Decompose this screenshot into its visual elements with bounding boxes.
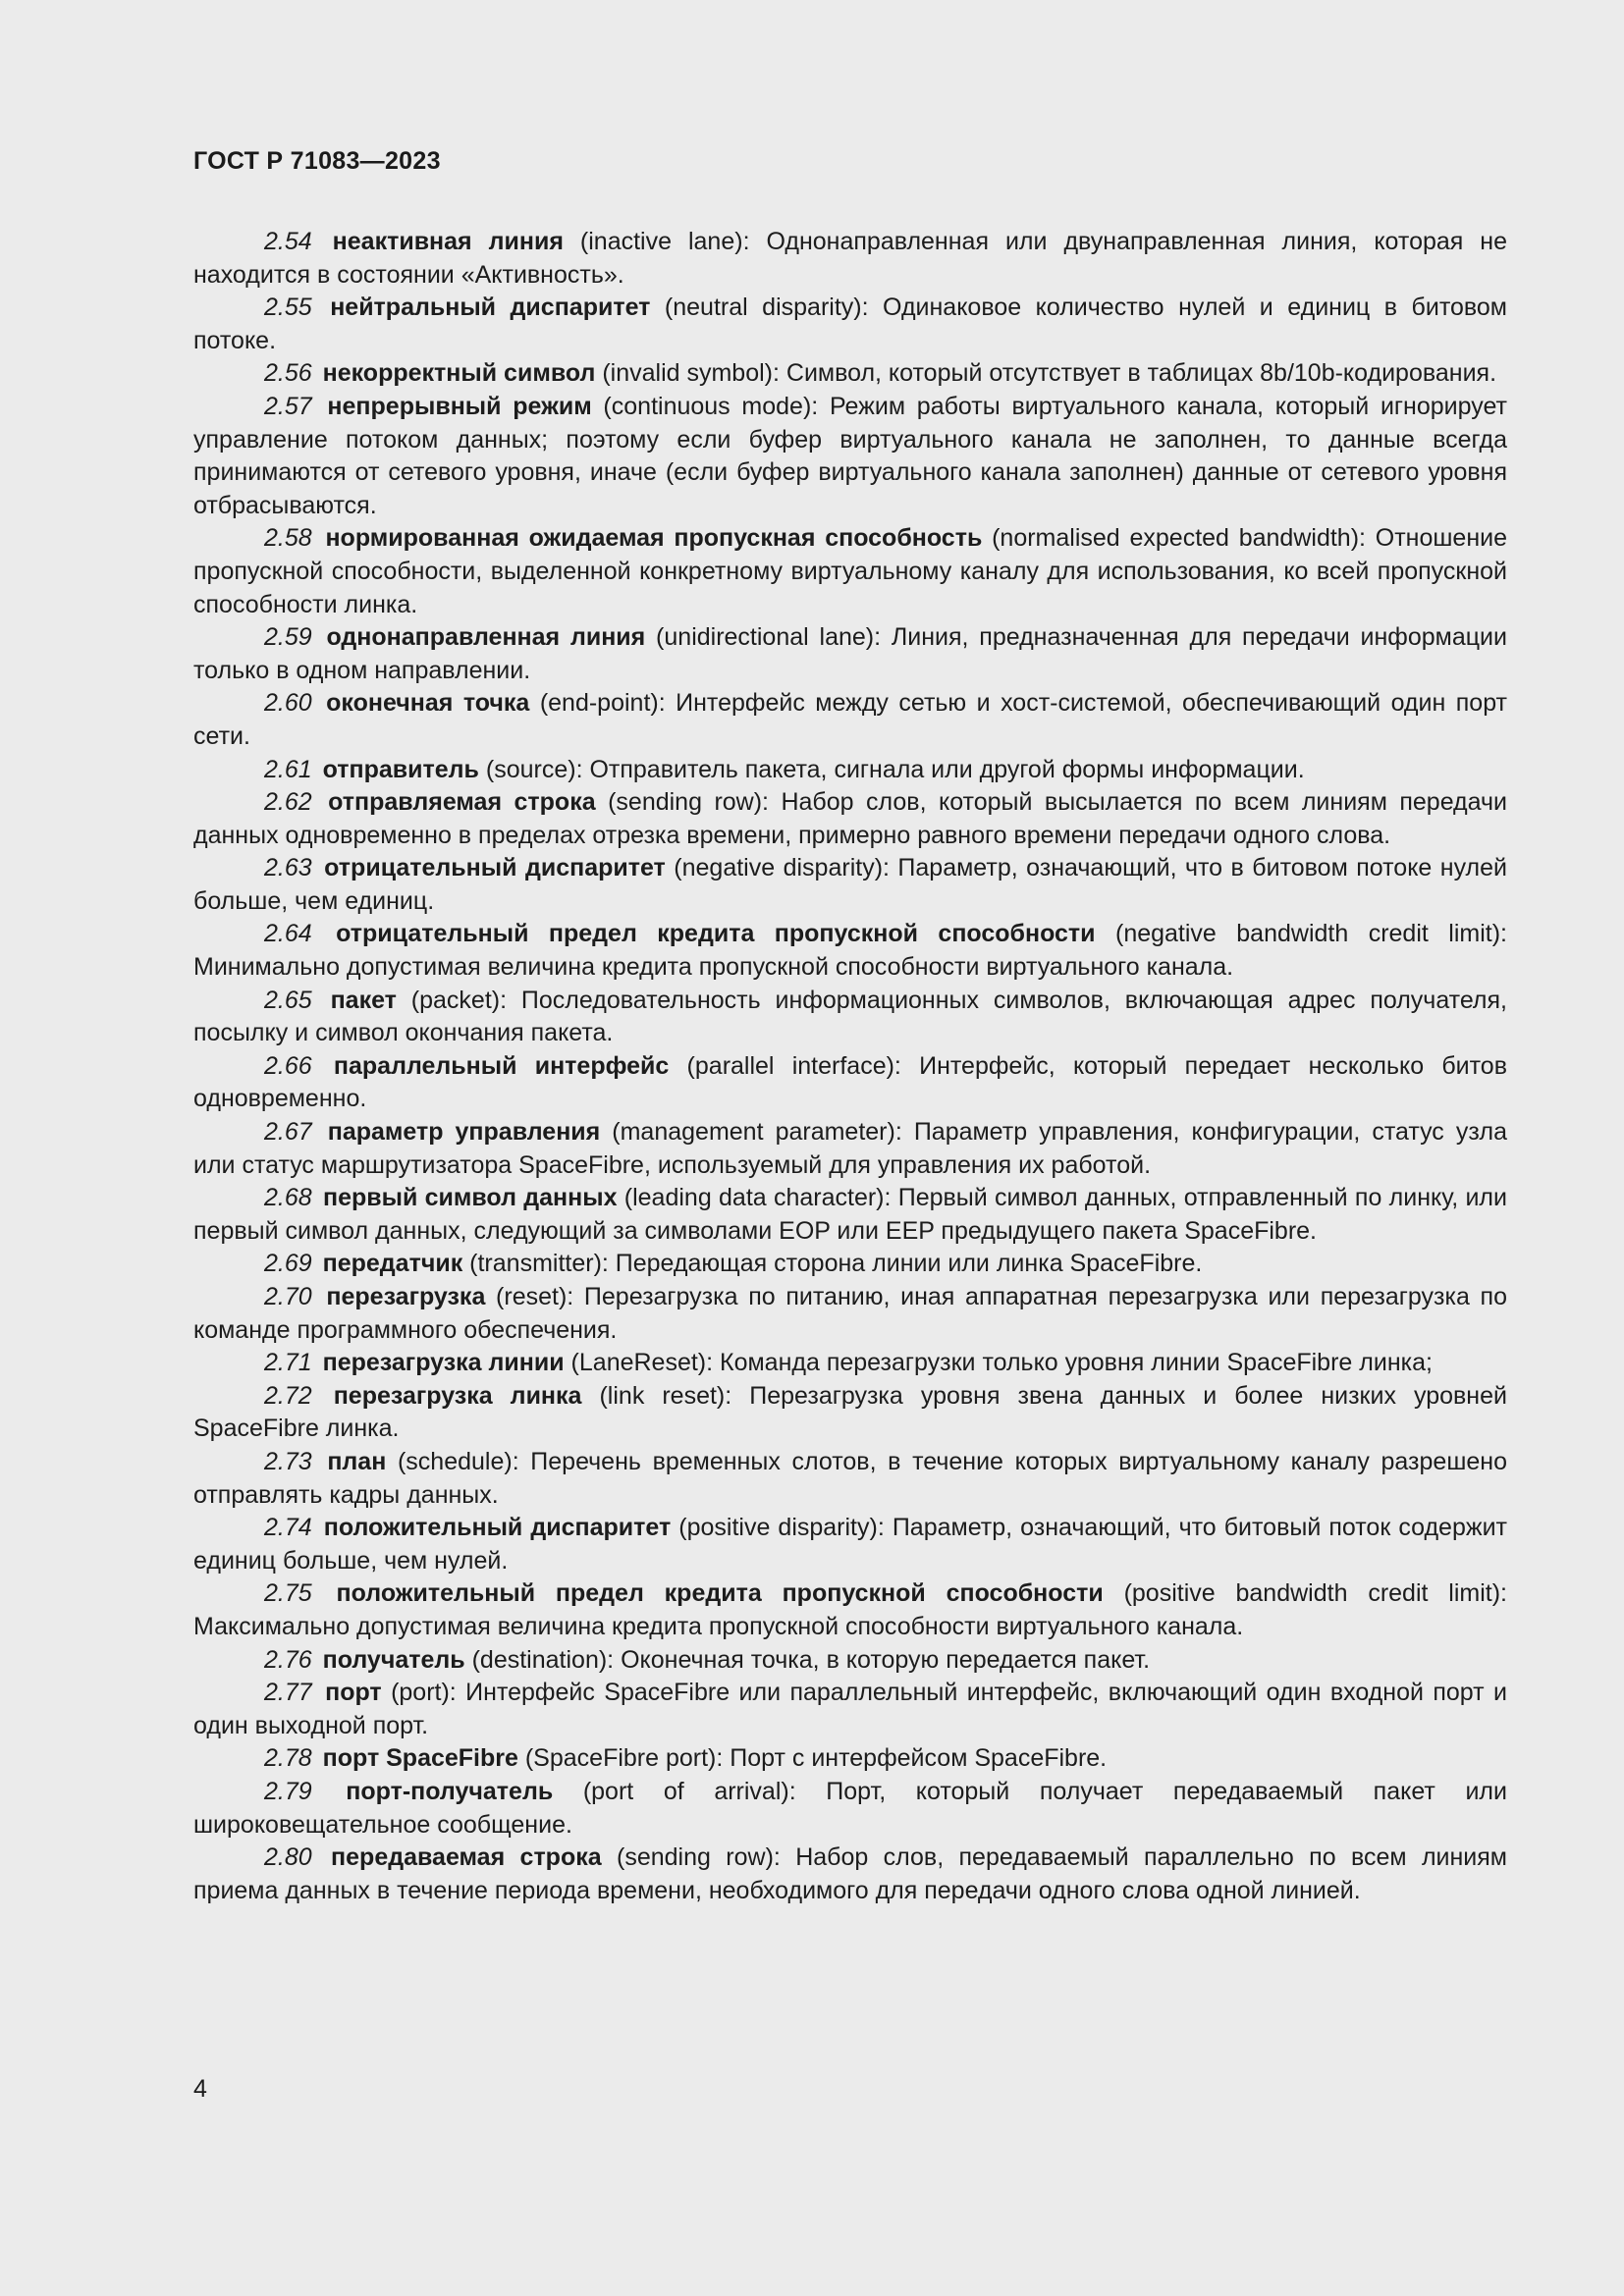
- definition-entry: [193, 1281, 1507, 1347]
- entry-text: (invalid symbol): Символ, который отсутствует в таблицах 8b/10b-кодирования.: [595, 359, 1497, 388]
- entry-term: нормированная ожидаемая пропускная способность: [325, 524, 983, 553]
- entry-term: отправляемая строка: [328, 788, 596, 817]
- entry-number: 2.64: [264, 920, 312, 948]
- definition-entry: [193, 1577, 1507, 1643]
- entry-number: 2.74: [264, 1514, 312, 1542]
- entry-text: (positive disparity): Параметр, означающий, что битовый поток содержит единиц больше, чем нулей.: [193, 1514, 1507, 1575]
- entry-term: отрицательный предел кредита пропускной способности: [336, 920, 1096, 948]
- entry-text: (negative disparity): Параметр, означающий, что в битовом потоке нулей больше, чем единиц.: [193, 854, 1507, 915]
- definition-entry: [193, 292, 1507, 357]
- document-header: ГОСТ Р 71083—2023: [193, 147, 441, 175]
- entry-number: 2.55: [264, 294, 312, 322]
- entry-term: пакет: [330, 986, 397, 1014]
- definition-entry: [193, 687, 1507, 753]
- entry-number: 2.58: [264, 524, 312, 553]
- entry-text: (schedule): Перечень временных слотов, в течение которых виртуальному каналу разрешено отправлять кадры данных.: [193, 1447, 1507, 1509]
- definition-entry: [193, 1677, 1507, 1742]
- definition-entry: [193, 1347, 1507, 1380]
- definition-entry: [193, 391, 1507, 522]
- entry-number: 2.65: [264, 986, 312, 1014]
- definition-entry: [193, 226, 1507, 292]
- definition-entry: [193, 1182, 1507, 1248]
- entry-term: передатчик: [322, 1250, 463, 1278]
- definition-entry: [193, 754, 1507, 787]
- entry-term: нейтральный диспаритет: [330, 294, 651, 322]
- entry-term: положительный предел кредита пропускной способности: [336, 1579, 1104, 1608]
- definition-entry: [193, 985, 1507, 1050]
- entry-term: план: [327, 1447, 387, 1475]
- definition-entry: [193, 786, 1507, 852]
- page-number: 4: [193, 2075, 207, 2103]
- entry-number: 2.57: [264, 392, 312, 420]
- definition-entry: [193, 1116, 1507, 1182]
- entry-text: (source): Отправитель пакета, сигнала или другой формы информации.: [478, 755, 1305, 783]
- entry-text: (inactive lane): Однонаправленная или двунаправленная линия, которая не находится в состоянии «Активность».: [193, 228, 1507, 289]
- entry-text: (SpaceFibre port): Порт с интерфейсом SpaceFibre.: [517, 1744, 1108, 1773]
- entry-number: 2.70: [264, 1283, 312, 1310]
- entry-term: перезагрузка: [326, 1283, 486, 1310]
- entry-number: 2.59: [264, 623, 312, 652]
- entry-term: параллельный интерфейс: [333, 1051, 670, 1080]
- definition-entry: [193, 1248, 1507, 1281]
- entry-number: 2.56: [264, 359, 312, 388]
- definition-entry: [193, 918, 1507, 984]
- entry-text: (packet): Последовательность информационных символов, включающая адрес получателя, посылку и символ окончания пакета.: [193, 986, 1507, 1047]
- entry-text: (LaneReset): Команда перезагрузки только уровня линии SpaceFibre линка;: [564, 1349, 1433, 1377]
- entry-text: (neutral disparity): Одинаковое количество нулей и единиц в битовом потоке.: [193, 294, 1507, 354]
- entry-text: (leading data character): Первый символ данных, отправленный по линку, или первый символ данных, следующий за символами EOP или EEP предыдущего пакета SpaceFibre.: [193, 1184, 1507, 1245]
- entry-text: (sending row): Набор слов, который высылается по всем линиям передачи данных одновременно в пределах отрезка времени, примерно равного времени передачи одного слова.: [193, 788, 1507, 849]
- entry-number: 2.78: [264, 1744, 312, 1773]
- definition-entry: [193, 522, 1507, 621]
- entry-text: (continuous mode): Режим работы виртуального канала, который игнорирует управление потоком данных; поэтому если буфер виртуального канала не заполнен, то данные всегда принимаются от сетевого уровня, иначе (если буфер виртуального канала заполнен) данные от сетевого уровня отбрасываются.: [193, 392, 1507, 519]
- entry-number: 2.76: [264, 1645, 312, 1674]
- entry-term: положительный диспаритет: [323, 1514, 672, 1542]
- entry-term: порт-получатель: [346, 1777, 554, 1805]
- entry-term: некорректный символ: [322, 359, 596, 388]
- entry-number: 2.69: [264, 1250, 312, 1278]
- entry-term: оконечная точка: [326, 689, 530, 718]
- definition-entry: [193, 1776, 1507, 1842]
- definitions-list: [193, 226, 1507, 1907]
- entry-term: получатель: [322, 1645, 465, 1674]
- definition-entry: [193, 1842, 1507, 1907]
- definition-entry: [193, 1512, 1507, 1577]
- entry-text: (transmitter): Передающая сторона линии или линка SpaceFibre.: [462, 1250, 1203, 1278]
- definition-entry: [193, 1050, 1507, 1116]
- entry-term: однонаправленная линия: [326, 623, 646, 652]
- entry-text: (link reset): Перезагрузка уровня звена данных и более низких уровней SpaceFibre линка.: [193, 1381, 1507, 1443]
- entry-term: непрерывный режим: [327, 392, 592, 420]
- entry-number: 2.63: [264, 854, 312, 882]
- entry-number: 2.75: [264, 1579, 312, 1608]
- entry-number: 2.67: [264, 1118, 312, 1147]
- entry-term: отправитель: [322, 755, 479, 783]
- definition-entry: [193, 1446, 1507, 1512]
- entry-term: перезагрузка линка: [333, 1381, 582, 1410]
- entry-term: перезагрузка линии: [322, 1349, 565, 1377]
- entry-number: 2.54: [264, 228, 312, 255]
- entry-number: 2.71: [264, 1349, 312, 1377]
- entry-term: первый символ данных: [322, 1184, 618, 1212]
- entry-text: (reset): Перезагрузка по питанию, иная аппаратная перезагрузка или перезагрузка по команде программного обеспечения.: [193, 1283, 1507, 1344]
- entry-text: (management parameter): Параметр управления, конфигурации, статус узла или статус маршрутизатора SpaceFibre, используемый для управления их работой.: [193, 1118, 1508, 1179]
- entry-number: 2.72: [264, 1381, 312, 1410]
- entry-term: порт SpaceFibre: [322, 1744, 518, 1773]
- definition-entry: [193, 1742, 1507, 1776]
- entry-term: передаваемая строка: [331, 1843, 602, 1872]
- entry-term: порт: [325, 1679, 382, 1707]
- entry-number: 2.77: [264, 1679, 312, 1707]
- entry-text: (unidirectional lane): Линия, предназначенная для передачи информации только в одном направлении.: [193, 623, 1507, 684]
- entry-number: 2.61: [264, 755, 312, 783]
- definition-entry: [193, 1380, 1507, 1446]
- entry-term: отрицательный диспаритет: [324, 854, 666, 882]
- entry-term: параметр управления: [327, 1118, 601, 1147]
- entry-text: (sending row): Набор слов, передаваемый параллельно по всем линиям приема данных в течение периода времени, необходимого для передачи одного слова одной линией.: [193, 1843, 1507, 1904]
- definition-entry: [193, 357, 1507, 391]
- definition-entry: [193, 621, 1507, 687]
- entry-number: 2.60: [264, 689, 312, 718]
- entry-term: неактивная линия: [332, 228, 564, 255]
- definition-entry: [193, 1644, 1507, 1678]
- entry-text: (end-point): Интерфейс между сетью и хост-системой, обеспечивающий один порт сети.: [193, 689, 1508, 750]
- definition-entry: [193, 852, 1507, 918]
- entry-number: 2.73: [264, 1447, 312, 1475]
- entry-number: 2.79: [264, 1777, 312, 1805]
- entry-text: (destination): Оконечная точка, в которую передается пакет.: [464, 1645, 1151, 1674]
- entry-text: (parallel interface): Интерфейс, который передает несколько битов одновременно.: [193, 1051, 1507, 1113]
- entry-number: 2.62: [264, 788, 312, 817]
- entry-text: (negative bandwidth credit limit): Минимально допустимая величина кредита пропускной способности виртуального канала.: [193, 920, 1507, 982]
- entry-text: (positive bandwidth credit limit): Максимально допустимая величина кредита пропускной способности виртуального канала.: [193, 1579, 1507, 1640]
- entry-number: 2.66: [264, 1051, 312, 1080]
- entry-text: (normalised expected bandwidth): Отношение пропускной способности, выделенной конкретному виртуальному каналу для использования, ко всей пропускной способности линка.: [193, 524, 1507, 618]
- entry-text: (port): Интерфейс SpaceFibre или параллельный интерфейс, включающий один входной порт и один выходной порт.: [193, 1679, 1507, 1739]
- entry-number: 2.80: [264, 1843, 312, 1872]
- entry-text: (port of arrival): Порт, который получает передаваемый пакет или широковещательное сообщение.: [193, 1777, 1507, 1839]
- entry-number: 2.68: [264, 1184, 312, 1212]
